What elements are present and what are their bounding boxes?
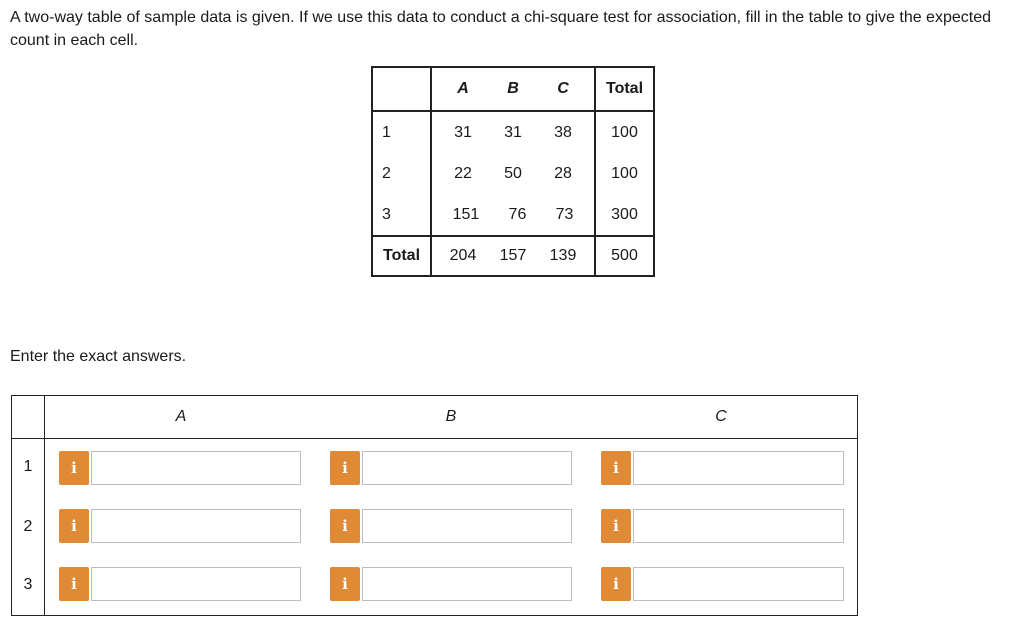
header-divider xyxy=(12,438,857,439)
col-total-c: 139 xyxy=(549,247,577,264)
answer-input-3a[interactable] xyxy=(91,567,301,601)
expected-count-table xyxy=(11,395,858,616)
answer-input-3b[interactable] xyxy=(362,567,572,601)
cell-3b: 76 xyxy=(508,206,527,223)
info-icon[interactable]: i xyxy=(59,509,89,543)
row-label-divider xyxy=(44,396,45,615)
row-totals xyxy=(595,111,654,236)
cell-values xyxy=(431,111,595,236)
row-label-2: 2 xyxy=(382,165,391,182)
table-row xyxy=(432,194,594,235)
answer-input-1c[interactable] xyxy=(633,451,844,485)
info-icon[interactable]: i xyxy=(601,451,631,485)
col-total-b: 157 xyxy=(499,247,527,264)
info-icon[interactable]: i xyxy=(330,567,360,601)
table-row xyxy=(432,112,594,153)
row-label-3: 3 xyxy=(382,206,391,223)
info-icon[interactable]: i xyxy=(601,567,631,601)
question-text: A two-way table of sample data is given. If we use this data to conduct a chi-square test for association, fill in the table to give the expected count in each cell. xyxy=(10,9,991,49)
info-icon[interactable]: i xyxy=(59,451,89,485)
cell-1a: 31 xyxy=(454,124,472,141)
cell-2a: 22 xyxy=(454,165,472,182)
answer-col-header-b: B xyxy=(445,408,457,425)
row-labels xyxy=(372,111,431,236)
answer-row-label-2: 2 xyxy=(23,518,33,535)
row-total-3: 300 xyxy=(611,206,638,223)
category-header-group xyxy=(431,67,595,111)
cell-3c: 73 xyxy=(555,206,574,223)
answer-input-2a[interactable] xyxy=(91,509,301,543)
sample-data-table xyxy=(371,66,655,277)
row-total-2: 100 xyxy=(611,165,638,182)
totals-row-label: Total xyxy=(372,236,431,276)
info-icon[interactable]: i xyxy=(59,567,89,601)
col-header-c: C xyxy=(557,80,569,97)
instruction-text: Enter the exact answers. xyxy=(10,348,187,365)
col-total-a: 204 xyxy=(449,247,477,264)
col-header-b: B xyxy=(507,80,519,97)
info-icon[interactable]: i xyxy=(330,451,360,485)
answer-row-label-1: 1 xyxy=(23,458,33,475)
cell-2c: 28 xyxy=(554,165,572,182)
corner-cell xyxy=(372,67,431,111)
info-icon[interactable]: i xyxy=(601,509,631,543)
col-header-total: Total xyxy=(595,67,654,111)
answer-input-1a[interactable] xyxy=(91,451,301,485)
cell-2b: 50 xyxy=(504,165,522,182)
cell-1c: 38 xyxy=(554,124,572,141)
grand-total: 500 xyxy=(595,236,654,276)
answer-col-header-c: C xyxy=(715,408,727,425)
info-icon[interactable]: i xyxy=(330,509,360,543)
answer-input-2b[interactable] xyxy=(362,509,572,543)
cell-1b: 31 xyxy=(504,124,522,141)
answer-input-2c[interactable] xyxy=(633,509,844,543)
answer-col-header-a: A xyxy=(175,408,187,425)
cell-3a: 151 xyxy=(452,206,480,223)
col-header-a: A xyxy=(457,80,469,97)
answer-row-label-3: 3 xyxy=(23,576,33,593)
row-total-1: 100 xyxy=(611,124,638,141)
table-row xyxy=(432,153,594,194)
answer-input-3c[interactable] xyxy=(633,567,844,601)
column-totals xyxy=(431,236,595,276)
row-label-1: 1 xyxy=(382,124,391,141)
answer-input-1b[interactable] xyxy=(362,451,572,485)
